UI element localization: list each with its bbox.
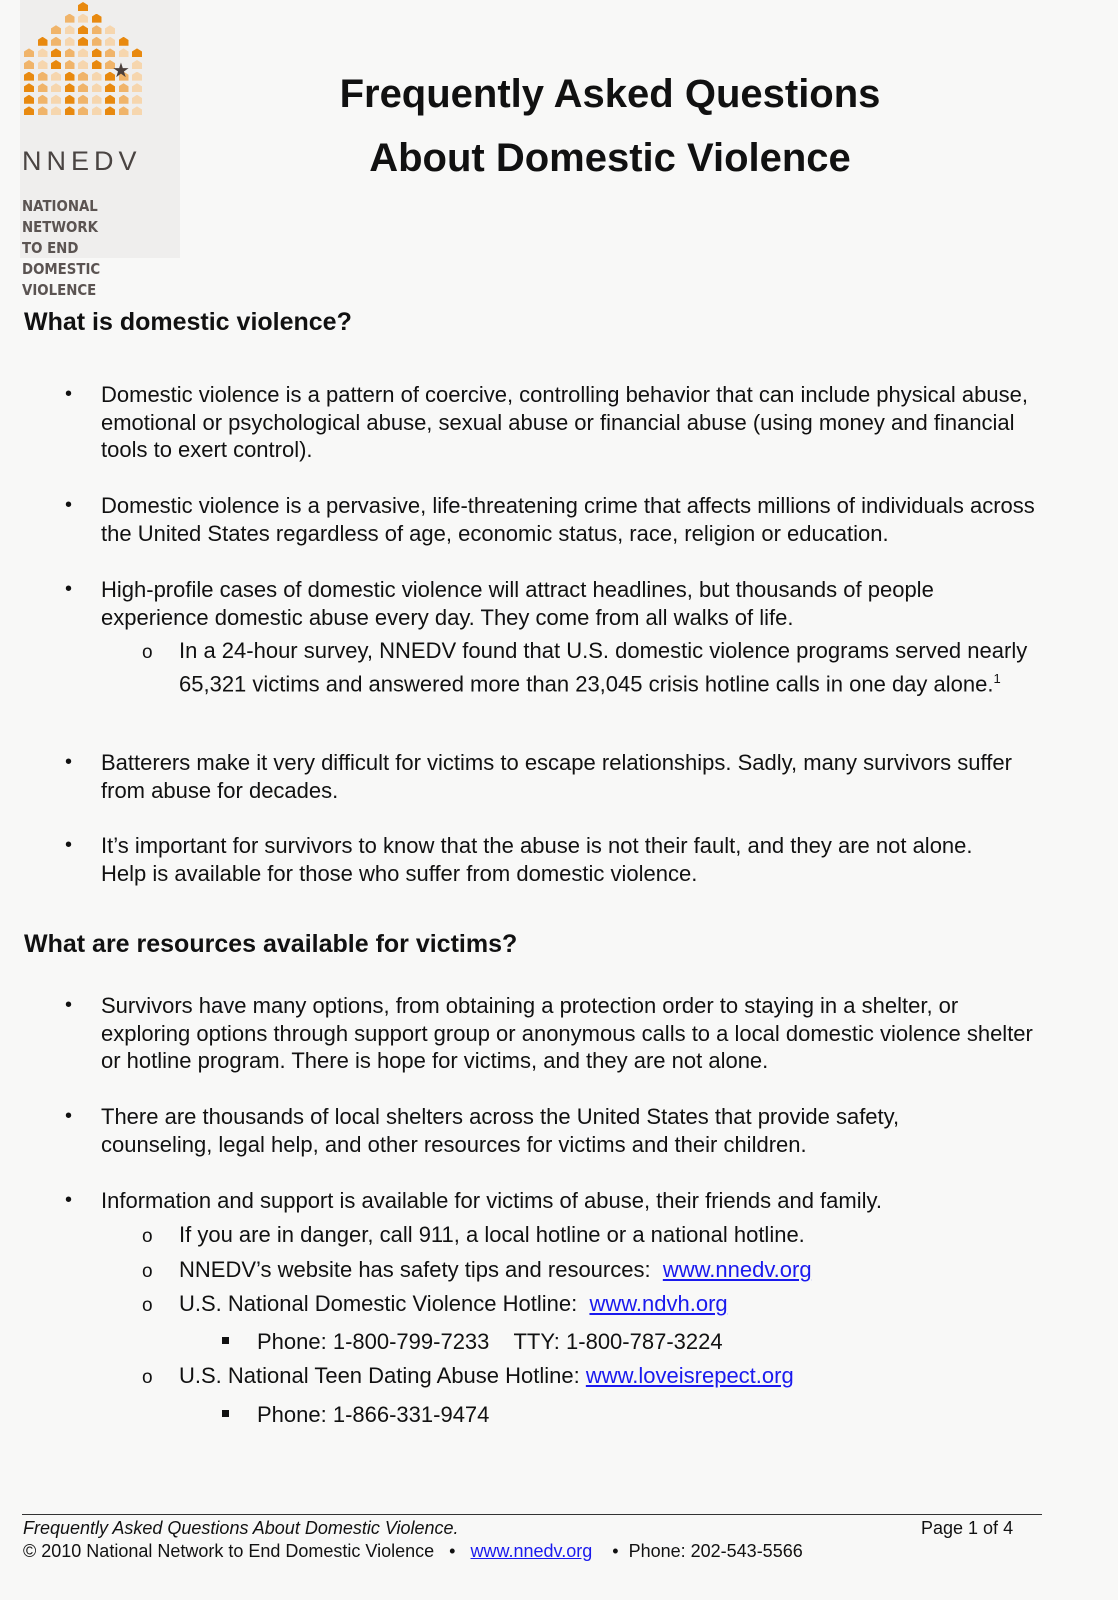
logo-house-dot — [78, 25, 88, 34]
separator: • — [449, 1541, 456, 1561]
logo-house-dot — [65, 95, 75, 104]
logo-house-dot — [65, 106, 75, 115]
circle-bullet-icon: o — [142, 1367, 153, 1388]
logo-house-dot — [132, 60, 142, 69]
nnedv-link[interactable]: www.nnedv.org — [662, 1257, 812, 1282]
square-bullet-icon — [222, 1337, 229, 1344]
footnote-ref: 1 — [993, 670, 1001, 686]
logo-house-dot — [119, 48, 129, 57]
logo-house-dot — [24, 95, 34, 104]
logo-house-dot — [119, 106, 129, 115]
logo-subtitle-line: TO END DOMESTIC — [22, 239, 101, 278]
logo-house-dot — [132, 95, 142, 104]
logo-house-dot — [132, 106, 142, 115]
list-item — [65, 749, 1051, 804]
logo-house-dot — [65, 14, 75, 23]
logo-house-dot — [38, 37, 48, 46]
list-item — [65, 381, 1061, 464]
logo-subtitle-line: VIOLENCE — [22, 281, 97, 299]
list-item-text: Batterers make it very difficult for victims to escape relationships. Sadly, many survivors suffer from abuse for decades. — [101, 750, 1012, 803]
footer-phone: Phone: 202-543-5566 — [628, 1541, 803, 1561]
circle-bullet-icon: o — [142, 1295, 153, 1316]
list-item-text: Phone: 1-800-799-7233 TTY: 1-800-787-3224 — [257, 1329, 723, 1354]
footer-doc-title: Frequently Asked Questions About Domestic Violence. — [23, 1518, 459, 1538]
footer-website-link[interactable]: www.nnedv.org — [470, 1541, 593, 1561]
logo-house-dot — [78, 14, 88, 23]
logo-house-dot — [65, 48, 75, 57]
logo-house-dot — [92, 83, 102, 92]
page-title — [200, 62, 1020, 190]
logo-house-dot — [132, 83, 142, 92]
logo-house-dot — [78, 83, 88, 92]
circle-bullet-icon: o — [142, 1226, 153, 1247]
list-item-text: U.S. National Domestic Violence Hotline: — [179, 1291, 590, 1316]
nnedv-logo — [20, 0, 180, 299]
footer-contact — [23, 1541, 803, 1562]
logo-house-dot — [24, 60, 34, 69]
bullet-icon: • — [65, 994, 73, 1016]
logo-house-dot — [24, 83, 34, 92]
logo-house-dot — [38, 72, 48, 81]
logo-house-dot — [51, 25, 61, 34]
list-item — [65, 576, 1031, 631]
list-item-text: Domestic violence is a pervasive, life-threatening crime that affects millions of individuals across the United States regardless of age, economic status, race, religion or education. — [101, 493, 1035, 546]
logo-house-dot — [92, 48, 102, 57]
logo-house-dot — [105, 25, 115, 34]
logo-house-dot — [51, 48, 61, 57]
logo-house-dot — [105, 83, 115, 92]
copyright: © 2010 National Network to End Domestic Violence — [23, 1541, 435, 1561]
list-item-text: If you are in danger, call 911, a local hotline or a national hotline. — [179, 1222, 805, 1247]
logo-house-dot — [38, 48, 48, 57]
logo-house-dot — [92, 72, 102, 81]
bullet-icon: • — [65, 494, 73, 516]
sub-list-item — [142, 1290, 1059, 1318]
logo-house-dot — [105, 48, 115, 57]
sub-list-item — [142, 1256, 1059, 1284]
logo-house-dot — [38, 106, 48, 115]
detail-item — [257, 1328, 723, 1356]
sub-list-item — [142, 1221, 1059, 1249]
list-item-text: Phone: 1-866-331-9474 — [257, 1402, 490, 1427]
logo-house-dot — [51, 95, 61, 104]
logo-house-dot — [132, 48, 142, 57]
logo-house-dot — [92, 106, 102, 115]
title-line: About Domestic Violence — [369, 136, 851, 180]
logo-house-dot — [38, 95, 48, 104]
section-heading: What are resources available for victims? — [24, 930, 518, 958]
logo-house-dot — [51, 106, 61, 115]
logo-house-dot — [65, 25, 75, 34]
bullet-icon: • — [65, 1105, 73, 1127]
logo-house-dot — [65, 72, 75, 81]
bullet-icon: • — [65, 578, 73, 600]
logo-house-mark — [20, 0, 180, 132]
logo-house-dot — [78, 95, 88, 104]
logo-house-dot — [78, 106, 88, 115]
square-bullet-icon — [222, 1410, 229, 1417]
logo-house-dot — [65, 60, 75, 69]
bullet-icon: • — [65, 834, 73, 856]
logo-house-dot — [38, 83, 48, 92]
logo-name: NNEDV — [22, 146, 142, 176]
list-item-text: It’s important for survivors to know that the abuse is not their fault, and they are not alone. Help is available for those who suffer from domestic violence. — [101, 833, 973, 886]
logo-house-dot — [132, 72, 142, 81]
title-line: Frequently Asked Questions — [339, 72, 881, 116]
bullet-icon: • — [65, 751, 73, 773]
logo-house-dot — [105, 37, 115, 46]
logo-house-dot — [51, 72, 61, 81]
circle-bullet-icon: o — [142, 642, 153, 663]
ndvh-link[interactable]: www.ndvh.org — [589, 1291, 728, 1316]
list-item-text: In a 24-hour survey, NNEDV found that U.S. domestic violence programs served nearly 65,321 victims and answered more than 23,045 crisis hotline calls in one day alone. — [179, 638, 1028, 696]
list-item-text: Domestic violence is a pattern of coercive, controlling behavior that can include physical abuse, emotional or psychological abuse, sexual abuse or financial abuse (using money and financial tools to exert control). — [101, 382, 1028, 462]
list-item — [65, 832, 1001, 887]
sub-list-item — [142, 1362, 1059, 1390]
list-item — [65, 1187, 1061, 1215]
list-item — [65, 992, 1051, 1075]
logo-house-dot — [92, 14, 102, 23]
list-item-text: U.S. National Teen Dating Abuse Hotline: — [179, 1363, 586, 1388]
logo-house-dot — [65, 83, 75, 92]
logo-house-dot — [105, 95, 115, 104]
logo-house-dot — [78, 72, 88, 81]
list-item-text: Survivors have many options, from obtaining a protection order to staying in a shelter, or exploring options through support group or anonymous calls to a local domestic violence shelter or hotline program. There is hope for victims, and they are not alone. — [101, 993, 1033, 1073]
logo-house-dot — [119, 37, 129, 46]
circle-bullet-icon: o — [142, 1261, 153, 1282]
list-item-text: Information and support is available for victims of abuse, their friends and family. — [101, 1188, 882, 1213]
list-item — [65, 492, 1061, 547]
logo-house-dot — [65, 37, 75, 46]
logo-house-dot — [78, 37, 88, 46]
logo-house-dot — [24, 106, 34, 115]
detail-item — [257, 1401, 489, 1429]
section-heading: What is domestic violence? — [24, 308, 352, 336]
list-item — [65, 1103, 1001, 1158]
list-item-text: NNEDV’s website has safety tips and resources: — [179, 1257, 663, 1282]
logo-house-dot — [51, 37, 61, 46]
logo-house-dot — [119, 95, 129, 104]
logo-house-dot — [92, 25, 102, 34]
logo-house-dot — [24, 48, 34, 57]
logo-house-dot — [92, 95, 102, 104]
bullet-icon: • — [65, 1189, 73, 1211]
list-item-text: High-profile cases of domestic violence will attract headlines, but thousands of people experience domestic abuse every day. They come from all walks of life. — [101, 577, 934, 630]
logo-house-dot — [78, 48, 88, 57]
bullet-icon: • — [65, 383, 73, 405]
logo-house-dot — [51, 60, 61, 69]
logo-house-dot — [105, 106, 115, 115]
logo-subtitle — [22, 196, 158, 301]
footer-divider — [22, 1514, 1042, 1515]
logo-house-dot — [119, 83, 129, 92]
logo-house-dot — [78, 2, 88, 11]
sub-list-item — [142, 637, 1049, 697]
logo-house-dot — [78, 60, 88, 69]
page-number: Page 1 of 4 — [921, 1518, 1014, 1538]
list-item-text: There are thousands of local shelters across the United States that provide safety, counseling, legal help, and other resources for victims and their children. — [101, 1104, 900, 1157]
logo-house-dot — [38, 60, 48, 69]
star-icon: ★ — [112, 60, 130, 82]
logo-house-dot — [92, 60, 102, 69]
loveisrespect-link[interactable]: www.loveisrepect.org — [585, 1363, 794, 1388]
separator: • — [612, 1541, 619, 1561]
logo-house-dot — [92, 37, 102, 46]
logo-subtitle-line: NATIONAL NETWORK — [22, 197, 98, 236]
logo-house-dot — [24, 72, 34, 81]
logo-house-dot — [51, 83, 61, 92]
